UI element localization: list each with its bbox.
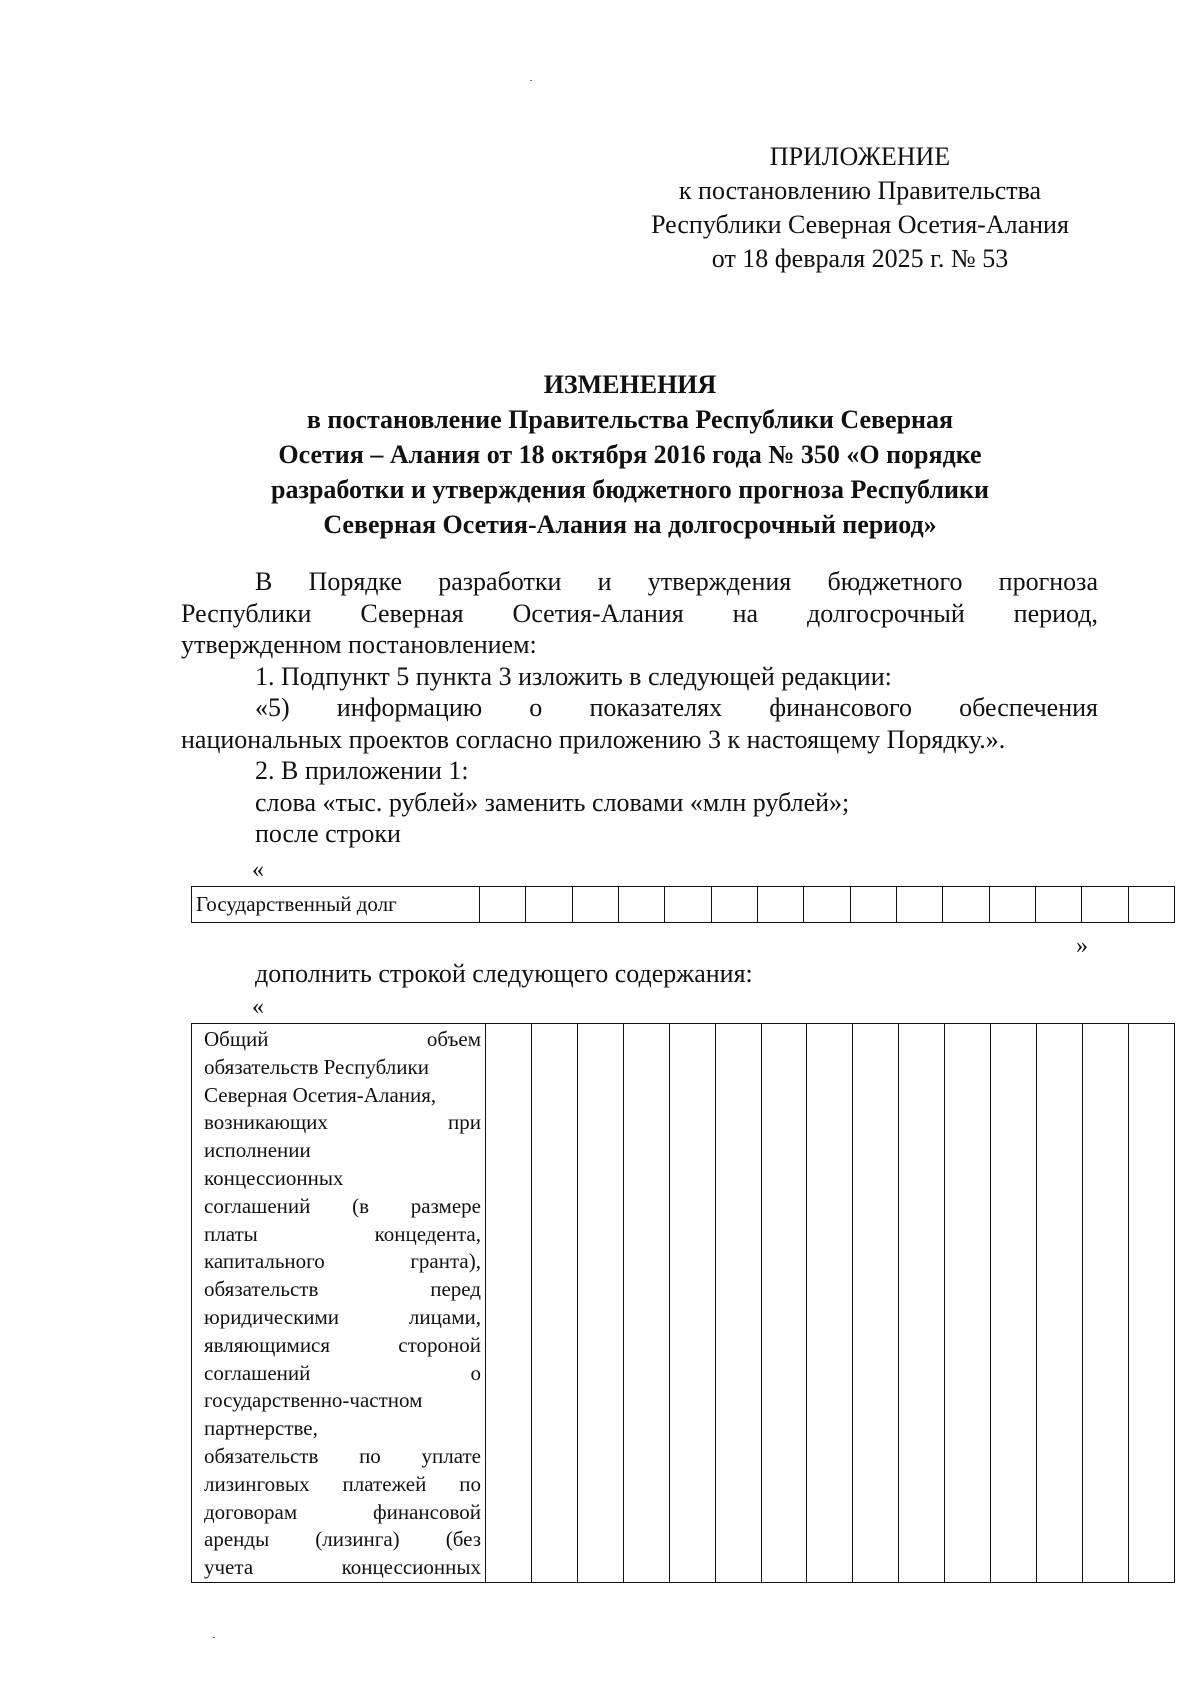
empty-cell [1037, 1024, 1083, 1583]
item-2-after: после строки [255, 819, 401, 848]
supplement-paragraph [181, 958, 1098, 990]
label-line: обязательств по уплате [204, 1443, 481, 1468]
label-line: капитального гранта), [204, 1249, 481, 1274]
quote-close-1: » [1076, 933, 1088, 959]
empty-cell [1082, 1024, 1128, 1583]
empty-cell [945, 1024, 991, 1583]
label-line: возникающих при [204, 1110, 481, 1135]
empty-cell [572, 887, 618, 923]
document-title [160, 367, 1100, 542]
empty-cell [989, 887, 1035, 923]
item-1-quote-line: «5) информацию о показателях финансового обеспечения [255, 693, 1098, 722]
empty-cell [850, 887, 896, 923]
appendix-line: к постановлению Правительства [678, 176, 1042, 205]
label-line: учета концессионных [204, 1555, 481, 1580]
label-line: государственно-частном [204, 1388, 423, 1413]
empty-cell [715, 1024, 761, 1583]
empty-cell [577, 1024, 623, 1583]
empty-cell [853, 1024, 899, 1583]
label-line: обязательств Республики [204, 1054, 429, 1079]
empty-cell [526, 887, 572, 923]
appendix-date-number: от 18 февраля 2025 г. № 53 [711, 244, 1009, 273]
empty-cell [804, 887, 850, 923]
empty-cell [711, 887, 757, 923]
appendix-title: ПРИЛОЖЕНИЕ [769, 142, 951, 171]
appendix-header [620, 140, 1100, 276]
empty-cell [991, 1024, 1037, 1583]
title-line: в постановление Правительства Республики Северная [306, 405, 954, 434]
label-line: партнерстве, [204, 1416, 318, 1441]
title-line: Северная Осетия-Алания на долгосрочный период» [323, 510, 937, 539]
table-row [192, 1024, 1175, 1583]
empty-cell [896, 887, 942, 923]
label-line: исполнении [204, 1138, 311, 1163]
paragraph-line: утвержденном постановлением: [181, 630, 537, 659]
empty-cell [1128, 887, 1174, 923]
supplement-line: дополнить строкой следующего содержания: [255, 959, 753, 988]
empty-cell [899, 1024, 945, 1583]
title-line: разработки и утверждения бюджетного прогноза Республики [271, 475, 989, 504]
item-2-words: слова «тыс. рублей» заменить словами «млн рублей»; [255, 787, 850, 817]
label-line: соглашений (в размере [204, 1193, 481, 1218]
paragraph-line: В Порядке разработки и утверждения бюджетного прогноза [255, 567, 1098, 596]
empty-cell [480, 887, 526, 923]
empty-cell [531, 1024, 577, 1583]
item-1-quote-line: национальных проектов согласно приложению 3 к настоящему Порядку.». [181, 724, 1006, 754]
appendix-line: Республики Северная Осетия-Алания [651, 210, 1069, 239]
label-line: аренды (лизинга) (без [204, 1527, 481, 1552]
label-line: лизинговых платежей по [204, 1471, 481, 1496]
empty-cell [761, 1024, 807, 1583]
item-1: 1. Подпункт 5 пункта 3 изложить в следующей редакции: [255, 661, 892, 691]
empty-cell [623, 1024, 669, 1583]
table-row [192, 887, 1175, 923]
label-line: платы концедента, [204, 1221, 481, 1246]
label-line: концессионных [204, 1165, 344, 1190]
scan-speck [213, 1637, 215, 1638]
title-heading: ИЗМЕНЕНИЯ [543, 370, 717, 399]
title-line: Осетия – Алания от 18 октября 2016 года № 350 «О порядке [278, 440, 982, 469]
empty-cell [1035, 887, 1081, 923]
label-line: договорам финансовой [204, 1499, 481, 1524]
empty-cell [757, 887, 803, 923]
paragraph-line: Республики Северная Осетия-Алания на долгосрочный период, [181, 598, 1098, 628]
label-line: обязательств перед [204, 1277, 481, 1302]
quote-open-1: « [252, 857, 264, 883]
empty-cell [665, 887, 711, 923]
label-line: юридическими лицами, [204, 1304, 481, 1329]
empty-cell [1128, 1024, 1174, 1583]
quote-open-2: « [252, 994, 264, 1020]
label-line: Северная Осетия-Алания, [204, 1082, 437, 1107]
label-line: являющимися стороной [204, 1332, 481, 1357]
empty-cell [486, 1024, 532, 1583]
table-obligations [191, 1023, 1175, 1583]
empty-cell [943, 887, 989, 923]
intro-paragraph [181, 566, 1098, 850]
row-label: Государственный долг [192, 887, 480, 923]
row-label [192, 1024, 486, 1583]
item-2: 2. В приложении 1: [255, 756, 469, 785]
label-line: соглашений о [204, 1360, 481, 1385]
scan-speck [530, 80, 532, 81]
label-line: Общий объем [204, 1027, 481, 1051]
empty-cell [618, 887, 664, 923]
empty-cell [1082, 887, 1128, 923]
empty-cell [669, 1024, 715, 1583]
table-state-debt [191, 886, 1175, 923]
empty-cell [807, 1024, 853, 1583]
